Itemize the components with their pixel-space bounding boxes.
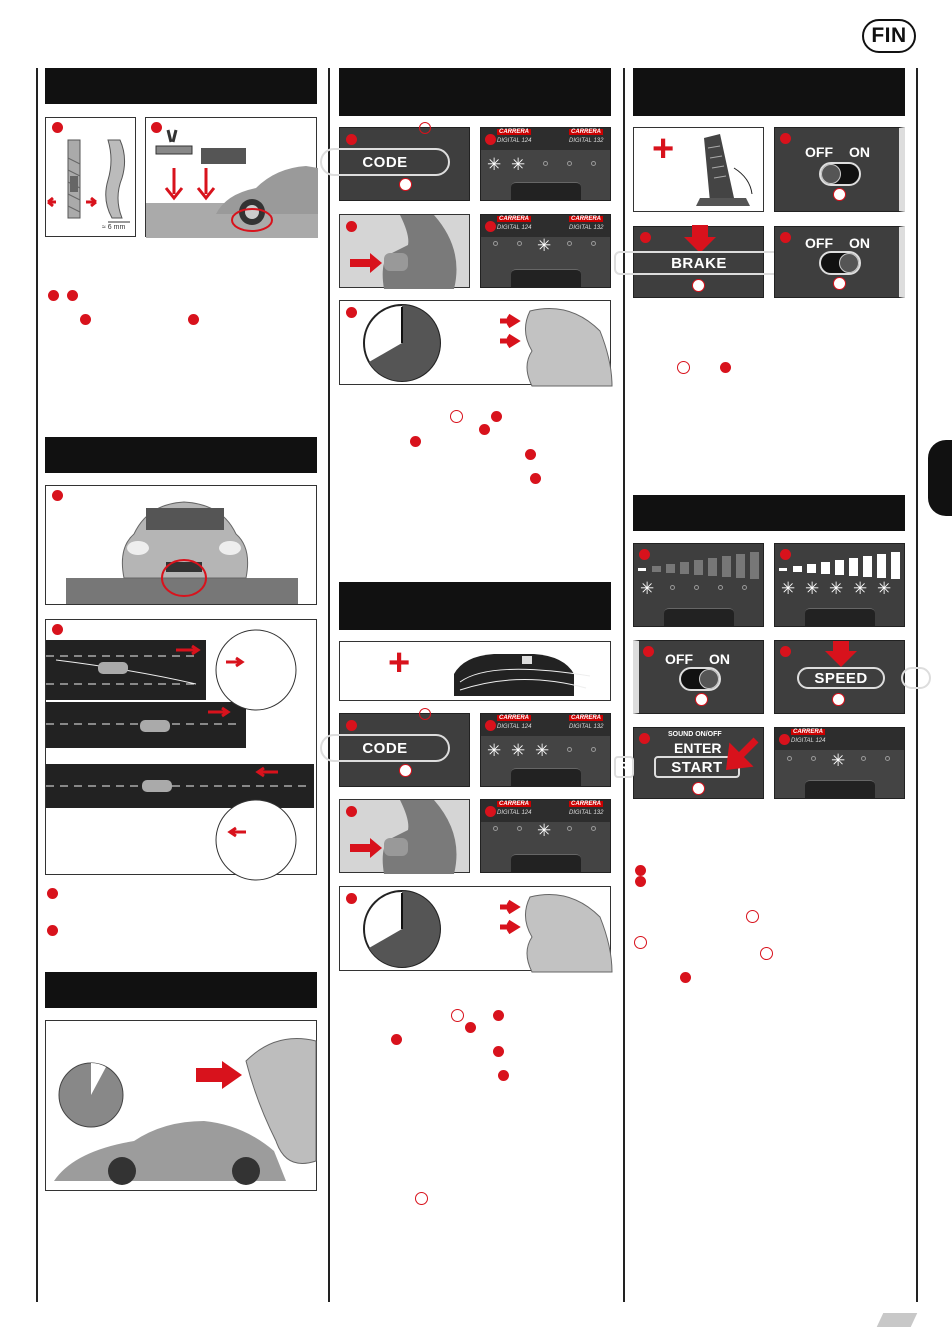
step-marker <box>485 134 496 145</box>
led <box>718 585 723 590</box>
stopwatch-icon <box>340 887 612 972</box>
controller-illustration <box>340 215 471 289</box>
led <box>591 747 596 752</box>
led-star: ✳ <box>537 821 552 840</box>
digital-label: DIGITAL 132 <box>569 724 604 730</box>
led-star: ✳ <box>781 579 796 598</box>
digital-label: DIGITAL 132 <box>569 810 604 816</box>
step-marker <box>635 865 646 876</box>
sound-label: SOUND ON/OFF <box>668 731 722 738</box>
step-marker <box>530 473 541 484</box>
led <box>885 756 890 761</box>
step-marker <box>479 424 490 435</box>
digital-label: DIGITAL 132 <box>569 138 604 144</box>
control-unit-panel <box>480 214 611 288</box>
cu-key-strip <box>805 608 875 626</box>
start-button[interactable]: START <box>654 756 740 778</box>
timer-panel <box>339 300 611 385</box>
section-heading-bar <box>45 68 317 104</box>
speed-button-panel <box>774 640 905 714</box>
section-heading-bar <box>339 68 611 116</box>
led-star: ✳ <box>853 579 868 598</box>
speed-bars-icon <box>634 550 765 580</box>
step-marker <box>48 290 59 301</box>
led-star: ✳ <box>640 579 655 598</box>
led-star: ✳ <box>487 741 502 760</box>
step-marker <box>525 449 536 460</box>
braid-panel <box>45 117 136 237</box>
step-marker <box>780 646 791 657</box>
outline-marker <box>677 361 690 374</box>
plus-track-panel <box>339 641 611 701</box>
step-marker <box>491 411 502 422</box>
column-rule <box>328 68 330 1302</box>
cu-key-strip <box>511 269 581 287</box>
section-heading-bar <box>45 972 317 1008</box>
plus-icon: + <box>652 128 675 170</box>
step-marker <box>639 733 650 744</box>
car-side-controller-panel <box>45 1020 317 1191</box>
step-marker <box>485 720 496 731</box>
led <box>787 756 792 761</box>
section-heading-bar <box>633 68 905 116</box>
speed-level-panel <box>633 543 764 627</box>
toggle-panel <box>633 640 764 714</box>
car-keel-illustration <box>146 118 318 238</box>
controller-illustration <box>340 800 471 874</box>
led <box>591 161 596 166</box>
position-tower-illustration <box>634 128 765 213</box>
outline-marker <box>746 910 759 923</box>
car-side-illustration <box>46 1021 318 1192</box>
speed-bars-icon <box>775 550 906 580</box>
cu-key-strip <box>664 608 734 626</box>
enter-label: ENTER <box>674 740 722 756</box>
step-marker <box>493 1010 504 1021</box>
digital-label: DIGITAL 124 <box>497 810 532 816</box>
brand-logo: CARRERA <box>499 801 529 807</box>
led <box>694 585 699 590</box>
start-button-panel <box>618 727 764 799</box>
on-label: ON <box>849 144 870 160</box>
step-marker <box>346 134 357 145</box>
arrow-diagonal-icon <box>726 736 762 772</box>
led <box>567 747 572 752</box>
on-off-toggle[interactable] <box>819 251 861 275</box>
brand-logo: CARRERA <box>571 216 601 222</box>
digital-label: DIGITAL 124 <box>497 138 532 144</box>
led <box>493 826 498 831</box>
outline-marker <box>419 122 431 134</box>
outline-marker <box>399 764 412 777</box>
adjacent-button <box>901 667 931 689</box>
step-marker <box>635 876 646 887</box>
off-label: OFF <box>805 144 833 160</box>
step-marker <box>188 314 199 325</box>
led-star: ✳ <box>535 741 550 760</box>
track-section-illustration <box>340 642 612 702</box>
led-star: ✳ <box>511 741 526 760</box>
cu-key-strip <box>511 854 581 872</box>
controller-press-panel <box>339 214 470 288</box>
digital-label: DIGITAL 124 <box>791 738 826 744</box>
step-marker <box>640 232 651 243</box>
language-badge: FIN <box>862 19 916 53</box>
brand-logo: CARRERA <box>499 715 529 721</box>
code-button-panel <box>339 127 470 201</box>
plus-icon: + <box>388 642 411 684</box>
step-marker <box>465 1022 476 1033</box>
section-heading-bar <box>633 495 905 531</box>
step-marker <box>410 436 421 447</box>
on-label: ON <box>849 235 870 251</box>
step-marker <box>498 1070 509 1081</box>
stopwatch-icon <box>340 301 612 386</box>
step-marker <box>643 646 654 657</box>
step-marker <box>779 734 790 745</box>
led <box>543 161 548 166</box>
controller-press-panel <box>339 799 470 873</box>
outline-marker <box>450 410 463 423</box>
step-marker <box>47 925 58 936</box>
step-marker <box>485 806 496 817</box>
step-marker <box>391 1034 402 1045</box>
led <box>591 826 596 831</box>
brand-logo: CARRERA <box>571 801 601 807</box>
speed-button[interactable]: SPEED <box>797 667 885 689</box>
digital-label: DIGITAL 132 <box>569 225 604 231</box>
section-tab <box>928 440 952 516</box>
step-marker <box>485 221 496 232</box>
column-rule <box>36 68 38 1302</box>
plus-pitstop-panel <box>633 127 764 212</box>
code-button-panel <box>339 713 470 787</box>
step-marker <box>346 720 357 731</box>
page-number-marker <box>877 1313 918 1327</box>
code-button[interactable]: CODE <box>320 148 450 176</box>
step-marker <box>720 362 731 373</box>
outline-marker <box>692 782 705 795</box>
control-unit-panel <box>480 799 611 873</box>
outline-marker <box>833 188 846 201</box>
lane-change-panel <box>45 619 317 875</box>
led <box>493 241 498 246</box>
code-button[interactable]: CODE <box>320 734 450 762</box>
brand-logo: CARRERA <box>571 715 601 721</box>
led-star: ✳ <box>511 155 526 174</box>
led-star: ✳ <box>829 579 844 598</box>
off-label: OFF <box>665 651 693 667</box>
digital-label: DIGITAL 124 <box>497 724 532 730</box>
led-star: ✳ <box>487 155 502 174</box>
cu-key-strip <box>511 768 581 786</box>
toggle-panel <box>774 127 905 212</box>
section-heading-bar <box>339 582 611 630</box>
led-star: ✳ <box>805 579 820 598</box>
led <box>567 826 572 831</box>
led-star: ✳ <box>831 751 846 770</box>
lane-change-illustration <box>46 620 318 876</box>
step-marker <box>80 314 91 325</box>
led <box>517 241 522 246</box>
guide-keel-panel <box>145 117 317 237</box>
digital-label: DIGITAL 124 <box>497 225 532 231</box>
step-marker <box>47 888 58 899</box>
brake-button-panel <box>633 226 764 298</box>
led <box>811 756 816 761</box>
step-marker <box>680 972 691 983</box>
outline-marker <box>634 936 647 949</box>
step-marker <box>493 1046 504 1057</box>
cu-key-strip <box>511 182 581 200</box>
brake-button[interactable]: BRAKE <box>614 251 784 275</box>
on-label: ON <box>709 651 730 667</box>
car-front-illustration <box>46 486 318 606</box>
brand-logo: CARRERA <box>793 729 823 735</box>
outline-marker <box>833 277 846 290</box>
car-front-panel <box>45 485 317 605</box>
led-star: ✳ <box>537 236 552 255</box>
led <box>567 161 572 166</box>
led <box>861 756 866 761</box>
arrow-down-icon <box>821 641 861 669</box>
outline-marker <box>832 693 845 706</box>
control-unit-panel <box>480 713 611 787</box>
outline-marker <box>695 693 708 706</box>
left-button: R <box>614 756 634 778</box>
led-star: ✳ <box>877 579 892 598</box>
led <box>517 826 522 831</box>
led <box>670 585 675 590</box>
on-off-toggle[interactable] <box>679 667 721 691</box>
step-marker <box>67 290 78 301</box>
step-marker <box>780 232 791 243</box>
outline-marker <box>692 279 705 292</box>
led <box>742 585 747 590</box>
outline-marker <box>451 1009 464 1022</box>
step-marker <box>780 133 791 144</box>
braid-illustration <box>46 118 137 238</box>
led <box>591 241 596 246</box>
led <box>567 241 572 246</box>
cu-key-strip <box>805 780 875 798</box>
off-label: OFF <box>805 235 833 251</box>
outline-marker <box>419 708 431 720</box>
on-off-toggle[interactable] <box>819 162 861 186</box>
speed-level-panel <box>774 543 905 627</box>
outline-marker <box>760 947 773 960</box>
outline-marker <box>399 178 412 191</box>
brand-logo: CARRERA <box>571 129 601 135</box>
timer-panel <box>339 886 611 971</box>
control-unit-panel <box>480 127 611 201</box>
section-heading-bar <box>45 437 317 473</box>
brand-logo: CARRERA <box>499 216 529 222</box>
toggle-panel <box>774 226 905 298</box>
brand-logo: CARRERA <box>499 129 529 135</box>
control-unit-panel <box>774 727 905 799</box>
outline-marker <box>415 1192 428 1205</box>
measure-label: ≈ 6 mm <box>102 224 126 231</box>
